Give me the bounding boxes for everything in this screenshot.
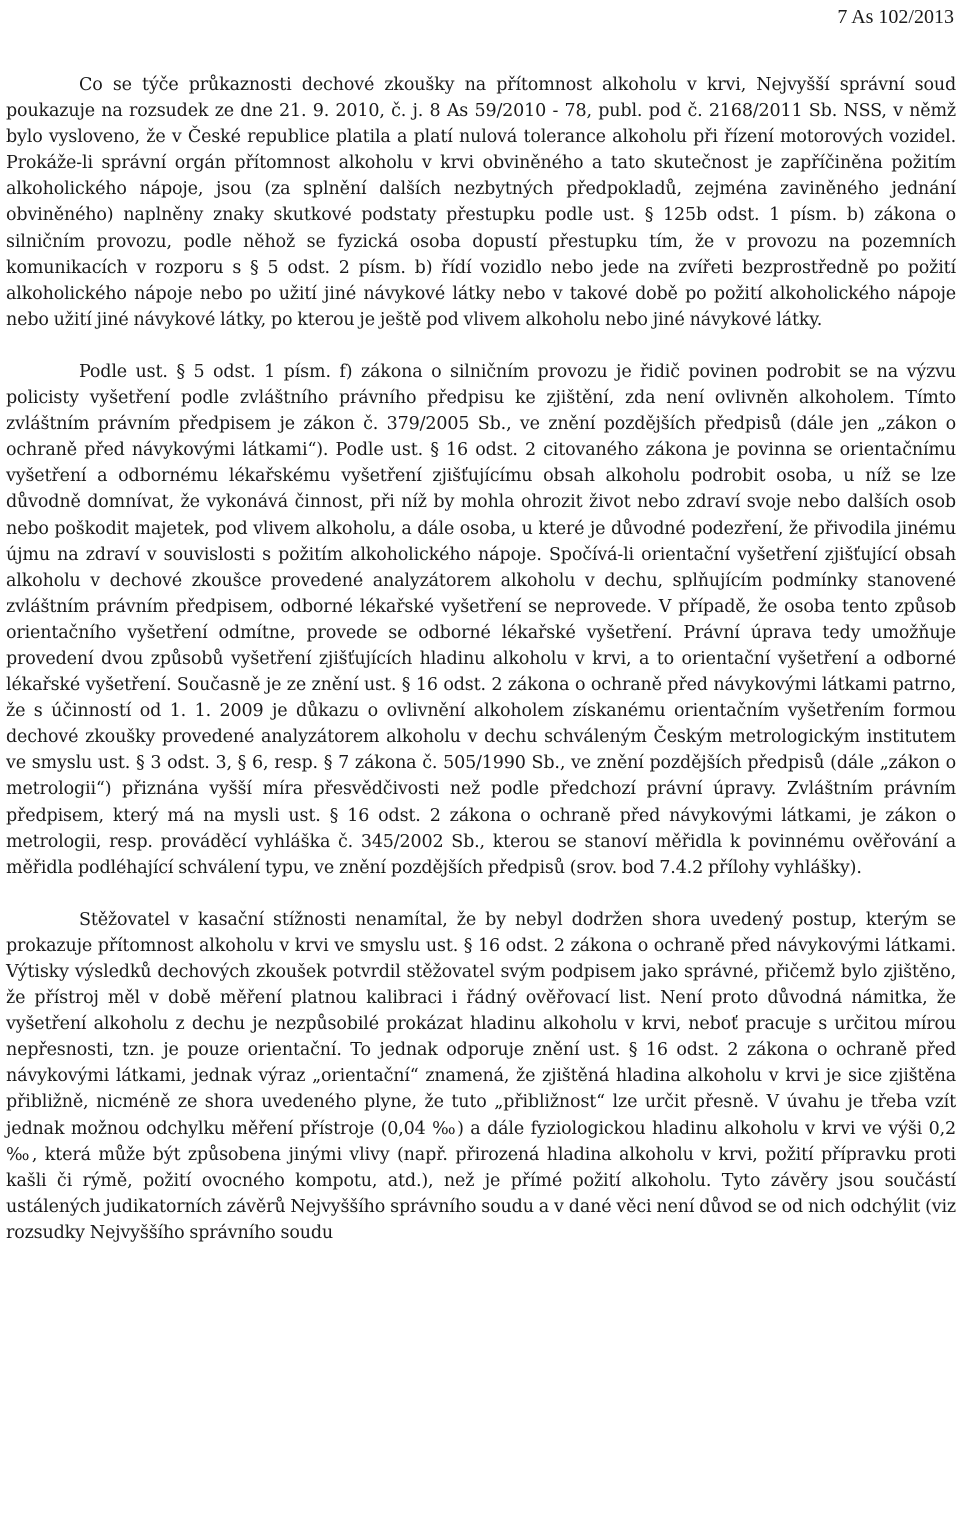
paragraph-breath-test-evidence: Co se týče průkaznosti dechové zkoušky na přítomnost alkoholu v krvi, Nejvyšší správní soud poukazuje na rozsudek ze dne 21. 9. 2010, č. j. 8 As 59/2010 - 78, publ. pod č. 2168/2011 Sb. NSS, v němž bylo vysloveno, že v České republice platila a platí nulová tolerance alkoholu při řízení motorových vozidel. Prokáže-li správní orgán přítomnost alkoholu v krvi obviněného a tato skutečnost je zapříčiněna požitím alkoholického nápoje, jsou (za splnění dalších nezbytných předpokladů, zejména zaviněného jednání obviněného) naplněny znaky skutkové podstaty přestupku podle ust. § 125b odst. 1 písm. b) zákona o silničním provozu, podle něhož se fyzická osoba dopustí přestupku tím, že v provozu na pozemních komunikacích v rozporu s § 5 odst. 2 písm. b) řídí vozidlo nebo jede na zvířeti bezprostředně po požití alkoholického nápoje nebo po užití jiné návykové látky nebo v takové době po požití alkoholického nápoje nebo užití jiné návykové látky, po kterou je ještě pod vlivem alkoholu nebo jiné návykové látky. [6,75,956,330]
case-number: 7 As 102/2013 [837,6,954,28]
paragraph-legal-framework: Podle ust. § 5 odst. 1 písm. f) zákona o silničním provozu je řidič povinen podrobit se na výzvu policisty vyšetření podle zvláštního právního předpisu ke zjištění, zda není ovlivněn alkoholem. Tímto zvláštním právním předpisem je zákon č. 379/2005 Sb., ve znění pozdějších předpisů (dále jen „zákon o ochraně před návykovými látkami“). Podle ust. § 16 odst. 2 citovaného zákona je povinna se orientačnímu vyšetření a odbornému lékařskému vyšetření zjišťujícímu obsah alkoholu podrobit osoba, u níž se lze důvodně domnívat, že vykonává činnost, při níž by mohla ohrozit život nebo zdraví svoje nebo dalších osob nebo poškodit majetek, pod vlivem alkoholu, a dále osoba, u které je důvodné podezření, že přivodila jinému újmu na zdraví v souvislosti s požitím alkoholického nápoje. Spočívá-li orientační vyšetření zjišťující obsah alkoholu v dechové zkoušce provedené analyzátorem alkoholu v dechu, splňujícím podmínky stanovené zvláštním právním předpisem, odborné lékařské vyšetření se neprovede. V případě, že osoba tento způsob orientačního vyšetření odmítne, provede se odborné lékařské vyšetření. Právní úprava tedy umožňuje provedení dvou způsobů vyšetření zjišťujících hladinu alkoholu v krvi, a to orientační vyšetření a odborné lékařské vyšetření. Současně je ze znění ust. § 16 odst. 2 zákona o ochraně před návykovými látkami patrno, že s účinností od 1. 1. 2009 je důkazu o ovlivnění alkoholem získanému orientačním vyšetřením formou dechové zkoušky provedené analyzátorem alkoholu v dechu schváleným Českým metrologickým institutem ve smyslu ust. § 3 odst. 3, § 6, resp. § 7 zákona č. 505/1990 Sb., ve znění pozdějších předpisů (dále „zákon o metrologii“) přiznána vyšší míra přesvědčivosti než podle předchozí právní úpravy. Zvláštním právním předpisem, který má na mysli ust. § 16 odst. 2 zákona o ochraně před návykovými látkami, je zákon o metrologii, resp. prováděcí vyhláška č. 345/2002 Sb., kterou se stanoví měřidla k povinnému ověřování a měřidla podléhající schválení typu, ve znění pozdějších předpisů (srov. bod 7.4.2 přílohy vyhlášky). [6,361,956,878]
paragraph-complainant-objection: Stěžovatel v kasační stížnosti nenamítal, že by nebyl dodržen shora uvedený postup, kterým se prokazuje přítomnost alkoholu v krvi ve smyslu ust. § 16 odst. 2 zákona o ochraně před návykovými látkami. Výtisky výsledků dechových zkoušek potvrdil stěžovatel svým podpisem jako správné, přičemž bylo zjištěno, že přístroj měl v době měření platnou kalibraci i řádný ověřovací list. Není proto důvodná námitka, že vyšetření alkoholu z dechu je nezpůsobilé prokázat hladinu alkoholu v krvi, neboť pracuje s určitou mírou nepřesnosti, tzn. je pouze orientační. To jednak odporuje znění ust. § 16 odst. 2 zákona o ochraně před návykovými látkami, jednak výraz „orientační“ znamená, že zjištěná hladina alkoholu v krvi je sice zjištěna přibližně, nicméně ze shora uvedeného plyne, že tuto „přibližnost“ lze určit přesně. V úvahu je třeba vzít jednak možnou odchylku měření přístroje (0,04 ‰) a dále fyziologickou hladinu alkoholu v krvi ve výši 0,2 ‰, která může být způsobena jinými vlivy (např. přirozená hladina alkoholu v krvi, požití přípravku proti kašli či rýmě, požití ovocného kompotu, atd.), než je přímé požití alkoholu. Tyto závěry jsou součástí ustálených judikatorních závěrů Nejvyššího správního soudu a v dané věci není důvod se od nich odchýlit (viz rozsudky Nejvyššího správního soudu [6,909,956,1243]
document-body [6,72,956,1246]
